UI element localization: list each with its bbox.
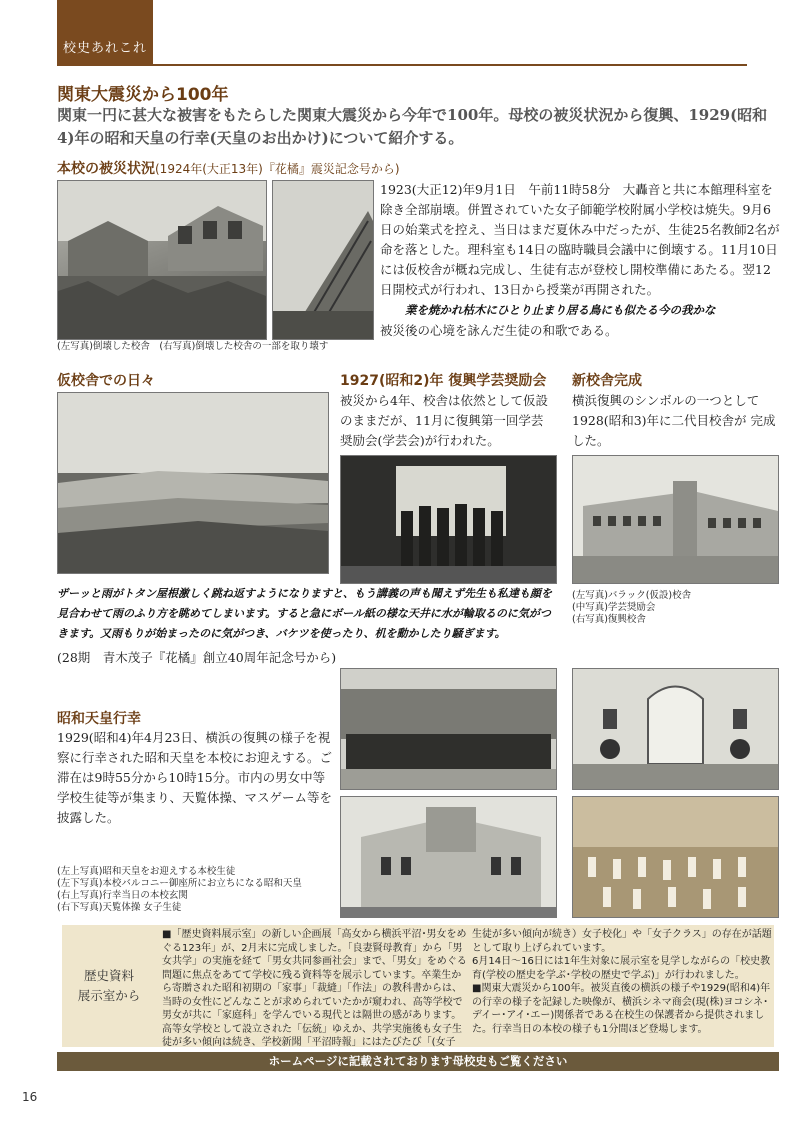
caption-gymnastics: (右下写真)天覧体操 女子生徒 [57, 902, 182, 913]
temp-heading: 仮校舎での日々 [57, 373, 155, 389]
archive-label-line1: 歴史資料 [83, 968, 134, 983]
damage-caption: (左写真)倒壊した校舎 (右写真)倒壊した校舎の一部を取り壊す [57, 341, 329, 352]
archive-label-line2: 展示室から [77, 988, 141, 1003]
emperor-captions [57, 866, 302, 914]
caption-welcome: (左上写真)昭和天皇をお迎えする本校生徒 [57, 866, 236, 877]
temp-source: (28期 青木茂子『花橘』創立40周年記念号から) [57, 650, 337, 665]
recovery-body: 被災から4年、校舎は依然として仮設のままだが、11月に復興第一回学芸奨励会(学芸会)が行われた。 [340, 393, 548, 448]
newbuilding-body: 横浜復興のシンボルの一つとして1928(昭和3)年に二代目校舎が 完成した。 [572, 393, 776, 448]
lead-paragraph: 関東一円に甚大な被害をもたらした関東大震災から今年で100年。母校の被災状況から復興、1929(昭和4)年の昭和天皇の行幸(天皇のお出かけ)について紹介する。 [57, 106, 768, 147]
damage-heading-text: 本校の被災状況 [57, 161, 155, 177]
caption-new-school: (右写真)復興校舎 [572, 614, 646, 625]
caption-barrack: (左写真)バラック(仮設)校舎 [572, 590, 692, 601]
page-number: 16 [22, 1090, 38, 1104]
emperor-heading: 昭和天皇行幸 [57, 711, 141, 727]
damage-heading [57, 158, 400, 178]
photo-barrack-school [57, 392, 329, 574]
page-title: 関東大震災から100年 [57, 85, 229, 105]
archive-text-right: 生徒が多い傾向が続き）女子校化」や「女子クラス」の存在が話題として取り上げられています。 6月14日～16日には1年生対象に展示室を見学しながらの「校史教育(学校の歴史を学ぶ･学校の歴史で学ぶ)」が行われました。 ■関東大震災から100年。被災直後の横浜の様子や1929(昭和4)年の行幸の様子を記録した映像が、横浜シネマ商会(現(株)ヨコシネ･デイー･アイ･エー)関係者である在校生の保護者から提供されました。行幸当日の本校の様子も1分間ほど登場します。 [472, 929, 772, 1035]
archive-box [62, 925, 774, 1047]
caption-entrance: (右上写真)行幸当日の本校玄関 [57, 890, 188, 901]
photo-students-welcome [340, 668, 557, 790]
photo-arts-festival [340, 455, 557, 584]
archive-text-left: ■「歴史資料展示室」の新しい企画展「高女から横浜平沼･男女をめぐる123年」が、2月末に完成しました。「良妻賢母教育」から「男女共学」の実施を経て「男女共同参画社会」まで、「男女」をめぐる問題に焦点をあてて学校に残る資料等を展示しています。卒業生から寄贈された昭和初期の「家事」「裁縫」「作法」の教科書からは、当時の女性にどんなことが求められていたかが窺われ、高等学校で男女が共に「家庭科」を学んでいる現代とは隔世の感があります。高等女学校として設立された「伝統」ゆえか、共学実施後も女子生徒が多い傾向は続き、学校新聞「平沼時報」にはたびたび「(女子 [162, 929, 467, 1048]
photo-gymnastics [572, 796, 779, 918]
photo-demolition [272, 180, 374, 340]
photo-collapsed-building [57, 180, 267, 340]
photo-entrance [572, 668, 779, 790]
homepage-banner[interactable]: ホームページに記載されております母校史もご覧ください [57, 1052, 779, 1071]
section-tab [57, 0, 153, 64]
damage-poem: 業を焼かれ枯木にひとり止まり居る鳥にも似たる今の我かな [405, 303, 716, 317]
damage-heading-note: (1924年(大正13年)『花橘』震災記念号から) [155, 162, 400, 176]
emperor-body: 1929(昭和4)年4月23日、横浜の復興の様子を視察に行幸された昭和天皇を本校にお迎えする。ご滞在は9時55分から10時15分。市内の男女中等学校生徒等が集まり、天覧体操、マスゲーム等を披露した。 [57, 730, 333, 825]
header-rule [57, 64, 747, 66]
caption-balcony: (左下写真)本校バルコニー御座所にお立ちになる昭和天皇 [57, 878, 302, 889]
recovery-heading: 1927(昭和2)年 復興学芸奨励会 [340, 373, 547, 389]
caption-festival: (中写真)学芸奨励会 [572, 602, 656, 613]
photo-new-school [572, 455, 779, 584]
section-tab-label: 校史あれこれ [62, 41, 147, 56]
temp-quote: ザーッと雨がトタン屋根激しく跳ね返すようになりますと、もう講義の声も聞えず先生も私達も顔を見合わせて雨のふり方を眺めてしまいます。すると急にボール紙の様な天井に水が輪取るのに気がつきます。又雨もりが始まったのに気がつき、バケツを使ったり、机を動かしたり騒ぎます。 [57, 587, 552, 640]
damage-body: 1923(大正12)年9月1日 午前11時58分 大轟音と共に本館理科室を除き全部崩壊。併置されていた女子師範学校附属小学校は焼失。9月6日の始業式を控え、当日はまだ夏休み中だったが、生徒25名教師2名が命を落とした。理科室も14日の臨時職員会議中に倒壊する。11月10日には仮校舎が概ね完成し、生徒有志が登校し開校準備にあたる。翌12日開校式が行われ、13日から授業が再開された。 [380, 182, 780, 297]
photo-balcony [340, 796, 557, 918]
damage-poem-note: 被災後の心境を詠んだ生徒の和歌である。 [380, 323, 618, 338]
newbuilding-captions [572, 590, 691, 626]
newbuilding-heading: 新校舎完成 [572, 373, 642, 389]
archive-label [62, 925, 156, 1047]
